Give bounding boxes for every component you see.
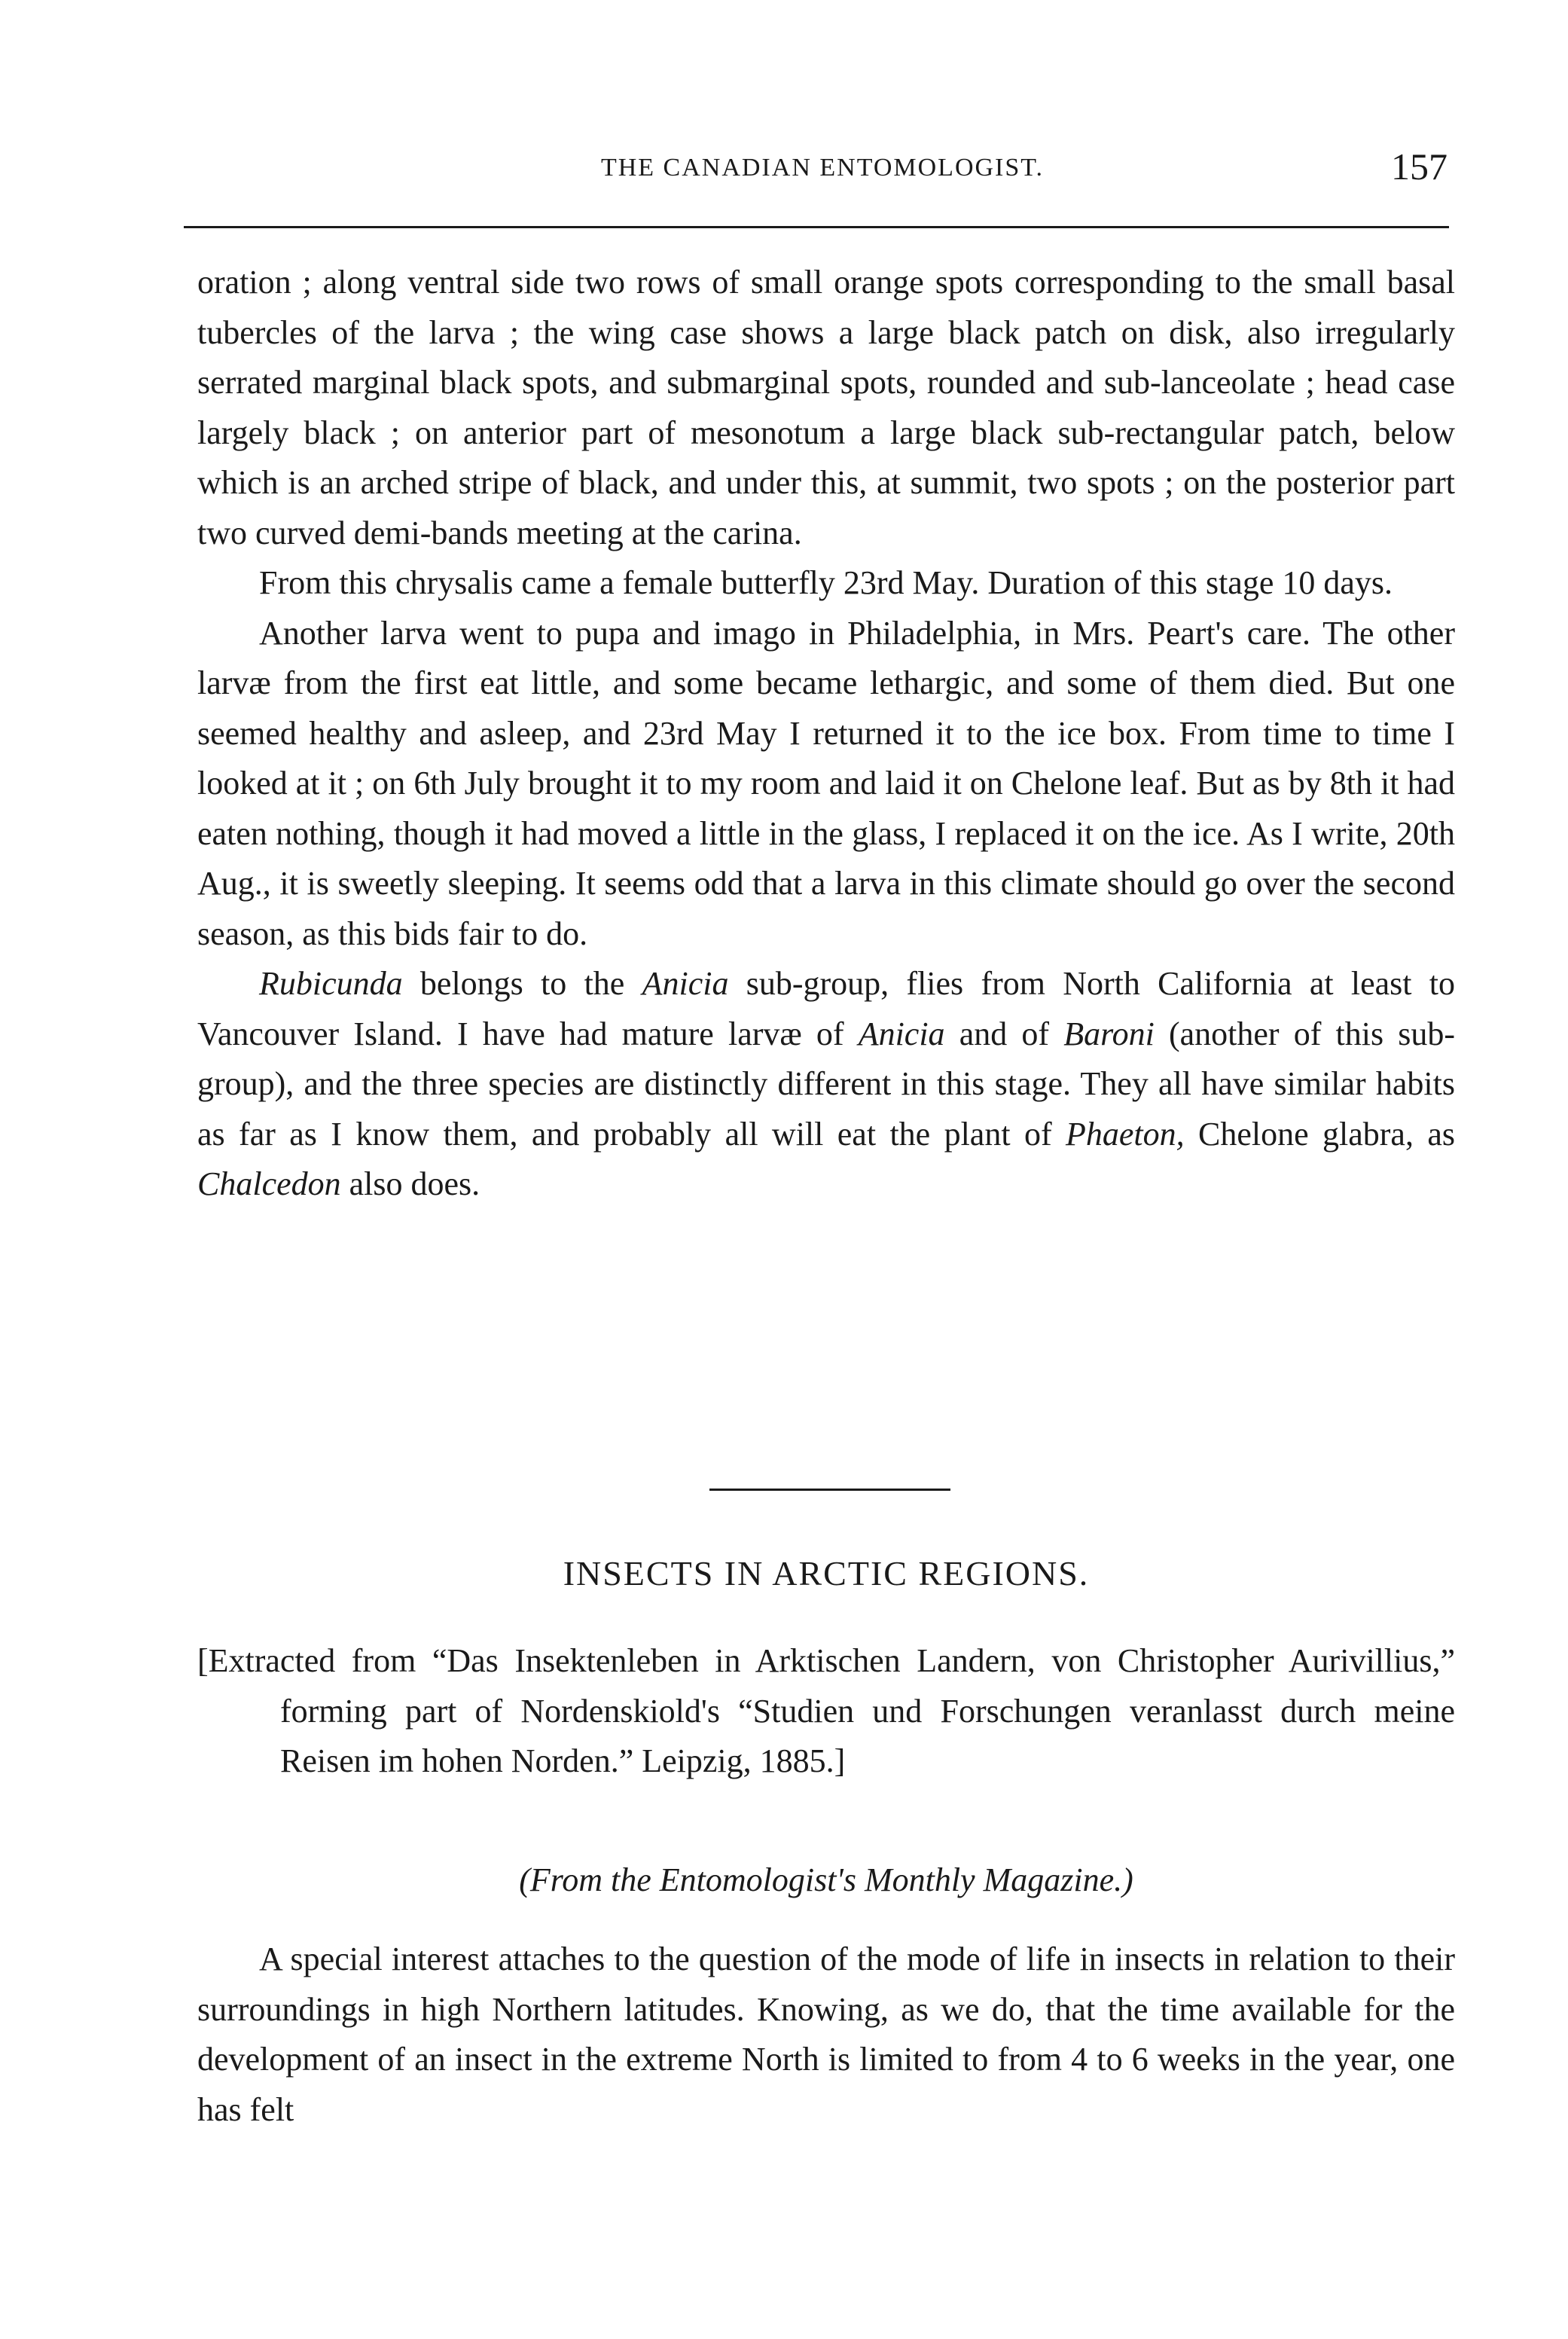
paragraph-text: sub-group, flies from North California at least to Vancouver Island. I have had mature larvæ of <box>197 965 1455 1052</box>
header-rule <box>184 226 1449 228</box>
paragraph-text: Chelone glabra, as <box>1184 1115 1456 1153</box>
paragraph-arctic-intro: A special interest attaches to the question of the mode of life in insects in relation to their surroundings in high Northern latitudes. Knowing, as we do, that the time available for the development of an insect in the extreme North is limited to from 4 to 6 weeks in the year, one has felt <box>197 1941 1455 2128</box>
paragraph-text: belongs to the <box>402 965 642 1002</box>
species-name: Phaeton, <box>1065 1115 1185 1153</box>
source-attribution: (From the Entomologist's Monthly Magazine.) <box>519 1861 1133 1898</box>
species-name: Anicia <box>858 1015 945 1052</box>
species-name: Chalcedon <box>197 1165 341 1202</box>
species-name: Anicia <box>642 965 729 1002</box>
species-name: Rubicunda <box>259 965 403 1002</box>
page-number: 157 <box>1391 145 1448 188</box>
source-bracket-note: [Extracted from “Das Insektenleben in Arktischen Landern, von Christopher Aurivillius,” forming part of Nordenskiold's “Studien und Forschungen veranlasst durch meine Reisen im hohen Norden.” Leipzig, 1885.] <box>197 1642 1455 1779</box>
paragraph-chrysalis-description: oration ; along ventral side two rows of small orange spots corresponding to the small basal tubercles of the larva ; the wing case shows a large black patch on disk, also irregularly serrated marginal black spots, and submarginal spots, rounded and sub-lanceolate ; head case largely black ; on anterior part of mesonotum a large black sub-rectangular patch, below which is an arched stripe of black, and under this, at summit, two spots ; on the posterior part two curved demi-bands meeting at the carina. <box>197 264 1455 551</box>
continued-article-text <box>197 258 1455 1210</box>
paragraph-text: also does. <box>340 1165 480 1202</box>
paragraph-rubicunda <box>197 959 1455 1210</box>
paragraph-text: and of <box>944 1015 1064 1052</box>
paragraph-text: (another of this sub-group), and the three species are distinctly different in this stage. They all have similar habits as far as I know them, and probably all will eat the plant of <box>197 1015 1455 1153</box>
running-head <box>197 145 1448 197</box>
section-divider-rule <box>709 1489 950 1491</box>
new-article-text <box>197 1934 1455 2135</box>
paragraph-larva-hibernation: Another larva went to pupa and imago in Philadelphia, in Mrs. Peart's care. The other larvæ from the first eat little, and some became lethargic, and some of them died. But one seemed healthy and asleep, and 23rd May I returned it to the ice box. From time to time I looked at it ; on 6th July brought it to my room and laid it on Chelone leaf. But as by 8th it had eaten nothing, though it had moved a little in the glass, I replaced it on the ice. As I write, 20th Aug., it is sweetly sleeping. It seems odd that a larva in this climate should go over the second season, as this bids fair to do. <box>197 614 1455 952</box>
species-name: Baroni <box>1063 1015 1155 1052</box>
paragraph-butterfly-emergence: From this chrysalis came a female butterfly 23rd May. Duration of this stage 10 days. <box>259 564 1393 601</box>
section-title: INSECTS IN ARCTIC REGIONS. <box>563 1554 1090 1592</box>
running-title: THE CANADIAN ENTOMOLOGIST. <box>600 154 1045 182</box>
